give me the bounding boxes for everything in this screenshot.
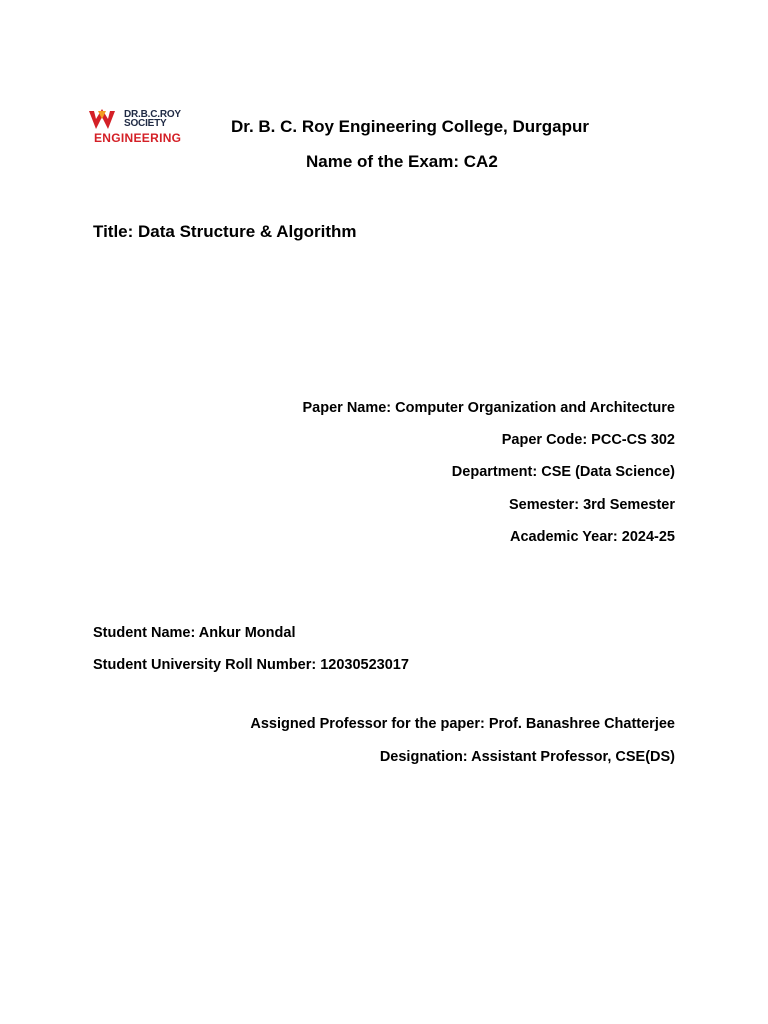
paper-name: Paper Name: Computer Organization and Architecture	[302, 400, 675, 416]
logo-text-line3: ENGINEERING	[94, 131, 182, 145]
professor-designation: Designation: Assistant Professor, CSE(DS)	[379, 749, 675, 765]
logo-mark-icon	[88, 109, 116, 131]
academic-year: Academic Year: 2024-25	[510, 529, 675, 545]
paper-code: Paper Code: PCC-CS 302	[501, 432, 675, 448]
logo-text-line2: SOCIETY	[124, 118, 167, 129]
student-name: Student Name: Ankur Mondal	[93, 625, 296, 641]
student-roll-number: Student University Roll Number: 12030523017	[93, 657, 409, 673]
assigned-professor: Assigned Professor for the paper: Prof. Banashree Chatterjee	[250, 716, 675, 732]
logo-text-line1: DR.B.C.ROY	[124, 109, 181, 120]
document-title: Title: Data Structure & Algorithm	[93, 222, 357, 241]
exam-name: Name of the Exam: CA2	[306, 152, 498, 171]
college-logo	[88, 107, 198, 147]
department: Department: CSE (Data Science)	[451, 464, 675, 480]
semester: Semester: 3rd Semester	[508, 497, 675, 513]
college-name: Dr. B. C. Roy Engineering College, Durgapur	[231, 117, 589, 136]
